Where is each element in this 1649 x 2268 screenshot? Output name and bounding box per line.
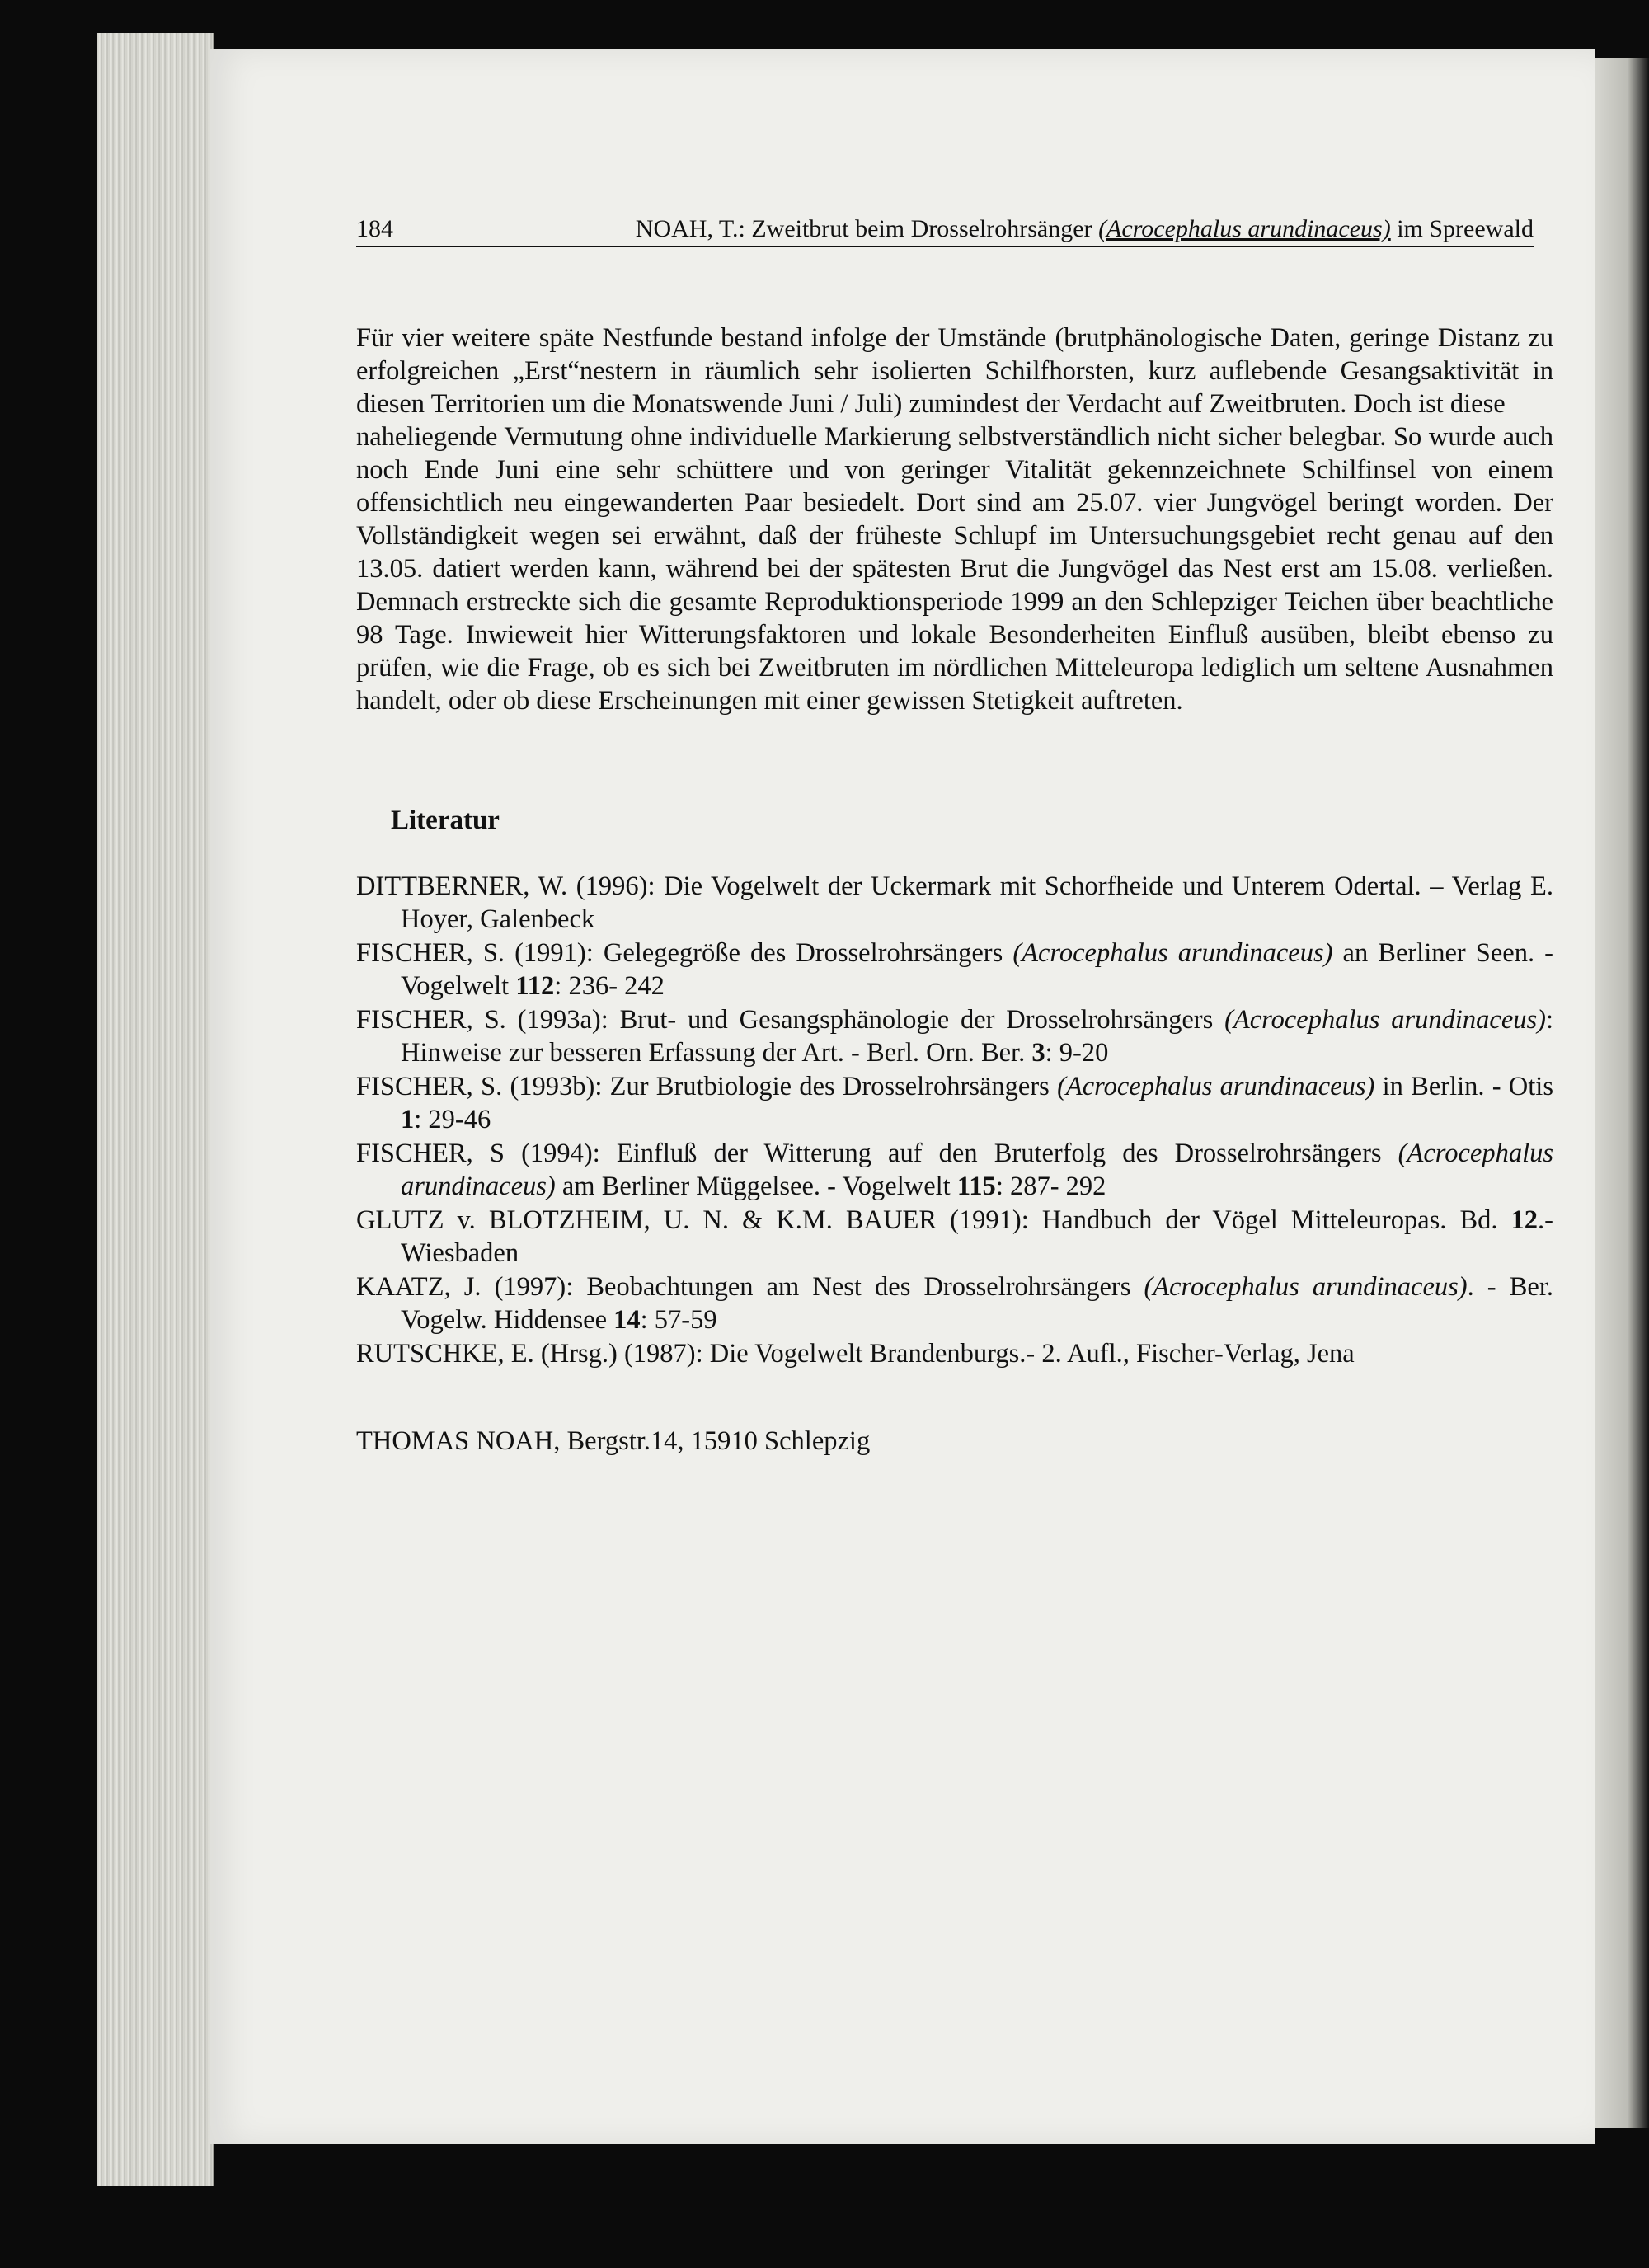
reference-pages: : 236- 242 xyxy=(554,971,665,1001)
reference-species: (Acrocephalus arundinaceus) xyxy=(401,1139,1553,1201)
body-paragraph-1: Für vier weitere späte Nestfunde bestand infolge der Umstände (brutphänologische Daten, geringe Distanz zu erfolgreichen „Erst“nestern in räumlich sehr isolierten Schilfhorsten, kurz auflebende Gesangsaktivität in diesen Territorien um die Monatswende Juni / Juli) zumindest der Verdacht auf Zweitbruten. Doch ist diese xyxy=(356,323,1553,419)
reference-text: FISCHER, S. (1993a): Brut- und Gesangsphänologie der Drosselrohrsängers xyxy=(356,1005,1225,1035)
book-page-edges xyxy=(97,33,214,2186)
reference-pages: : 287- 292 xyxy=(995,1172,1106,1201)
author-address: THOMAS NOAH, Bergstr.14, 15910 Schlepzig xyxy=(356,1426,871,1456)
reference-pages: : 29-46 xyxy=(414,1105,491,1134)
reference-species: (Acrocephalus arundinaceus) xyxy=(1144,1272,1468,1302)
reference-species: (Acrocephalus arundinaceus) xyxy=(1224,1005,1546,1035)
running-title-prefix: NOAH, T.: Zweitbrut beim Drosselrohrsänger xyxy=(635,215,1099,242)
reference-volume: 115 xyxy=(956,1172,996,1201)
reference-text: FISCHER, S (1994): Einfluß der Witterung auf den Bruterfolg des Drosselrohrsängers xyxy=(356,1139,1398,1168)
reference-volume: 3 xyxy=(1031,1038,1045,1068)
running-title xyxy=(636,215,1534,243)
literature-heading: Literatur xyxy=(391,805,500,835)
running-title-suffix: im Spreewald xyxy=(1390,215,1534,242)
body-paragraph-2: naheliegende Vermutung ohne individuelle Markierung selbstverständlich nicht sicher belegbar. So wurde auch noch Ende Juni eine sehr schüttere und von geringer Vitalität gekennzeichnete Schilfinsel von einem offensichtlich neu eingewanderten Paar besiedelt. Dort sind am 25.07. vier Jungvögel beringt worden. Der Vollständigkeit wegen sei erwähnt, daß der früheste Schlupf im Untersuchungsgebiet recht genau auf den 13.05. datiert werden kann, während bei der spätesten Brut die Jungvögel das Nest erst am 15.08. verließen. Demnach erstreckte sich die gesamte Reproduktionsperiode 1999 an den Schlepziger Teichen über beachtliche 98 Tage. Inwieweit hier Witterungsfaktoren und lokale Besonderheiten Einfluß ausüben, bleibt ebenso zu prüfen, wie die Frage, ob es sich bei Zweitbruten im nördlichen Mitteleuropa lediglich um seltene Ausnahmen handelt, oder ob diese Erscheinungen mit einer gewissen Stetigkeit auftreten. xyxy=(356,422,1553,716)
reference-pages: .- Wiesbaden xyxy=(401,1205,1553,1268)
reference-item xyxy=(356,1137,1553,1203)
running-title-species: (Acrocephalus arundinaceus) xyxy=(1098,215,1391,242)
reference-item xyxy=(356,1070,1553,1136)
reference-species: (Acrocephalus arundinaceus) xyxy=(1057,1072,1375,1101)
reference-text: RUTSCHKE, E. (Hrsg.) (1987): Die Vogelwelt Brandenburgs.- 2. Aufl., Fischer-Verlag, Jena xyxy=(356,1339,1355,1369)
reference-volume: 12 xyxy=(1510,1205,1539,1235)
reference-pages: : 57-59 xyxy=(640,1305,717,1335)
running-header xyxy=(356,213,1534,247)
reference-list xyxy=(356,870,1553,1371)
page-number: 184 xyxy=(356,215,393,242)
reference-text: DITTBERNER, W. (1996): Die Vogelwelt der Uckermark mit Schorfheide und Unterem Odertal. – Verlag E. Hoyer, Galenbeck xyxy=(356,871,1553,934)
reference-text: in Berlin. - Otis xyxy=(1374,1072,1553,1101)
reference-text: GLUTZ v. BLOTZHEIM, U. N. & K.M. BAUER (1991): Handbuch der Vögel Mitteleuropas. Bd. xyxy=(356,1205,1511,1235)
reference-volume: 1 xyxy=(401,1105,415,1134)
reference-volume: 14 xyxy=(613,1305,641,1335)
reference-text: . - Ber. Vogelw. Hiddensee xyxy=(401,1272,1553,1335)
reference-text: KAATZ, J. (1997): Beobachtungen am Nest des Drosselrohrsängers xyxy=(356,1272,1144,1302)
reference-item xyxy=(356,1337,1553,1370)
reference-text: : Hinweise zur besseren Erfassung der Art. - Berl. Orn. Ber. xyxy=(401,1005,1553,1068)
facing-page-edge xyxy=(1595,58,1649,2128)
reference-species: (Acrocephalus arundinaceus) xyxy=(1012,938,1333,968)
reference-item xyxy=(356,1204,1553,1270)
reference-item xyxy=(356,1270,1553,1336)
reference-item xyxy=(356,937,1553,1003)
reference-text: am Berliner Müggelsee. - Vogelwelt xyxy=(555,1172,957,1201)
reference-volume: 112 xyxy=(515,971,555,1001)
reference-pages: : 9-20 xyxy=(1045,1038,1109,1068)
reference-item xyxy=(356,1003,1553,1069)
reference-item xyxy=(356,870,1553,936)
reference-text: FISCHER, S. (1993b): Zur Brutbiologie des Drosselrohrsängers xyxy=(356,1072,1058,1101)
reference-text: FISCHER, S. (1991): Gelegegröße des Drosselrohrsängers xyxy=(356,938,1013,968)
reference-text: an Berliner Seen. - Vogelwelt xyxy=(401,938,1553,1001)
body-text xyxy=(356,322,1553,717)
